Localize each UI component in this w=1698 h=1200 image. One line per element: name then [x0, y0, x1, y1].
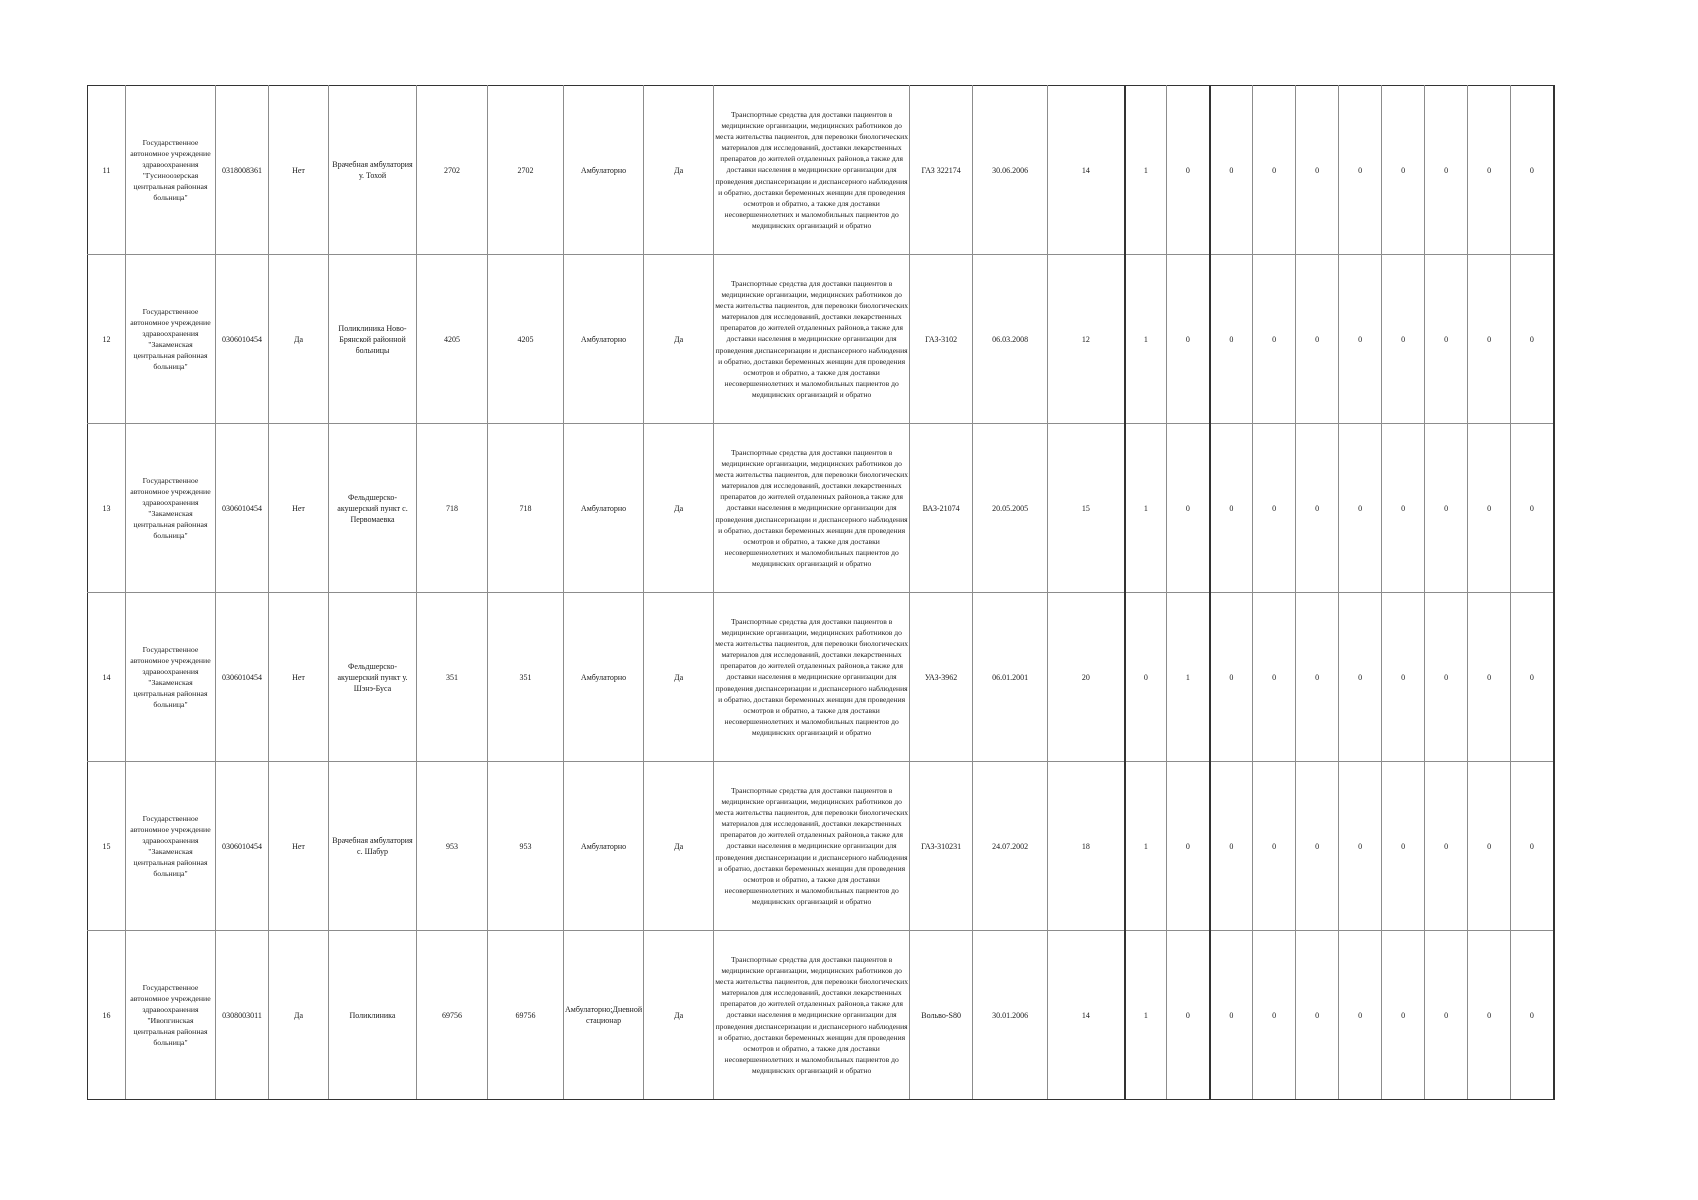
count-cell: 0 — [1339, 931, 1382, 1100]
vehicle-purpose-cell: Транспортные средства для доставки пациентов в медицинские организации, медицинских работников до места жительства пациентов, для перевозки биологических материалов для исследований, доставки лекарственных препаратов до жителей отдаленных районов,а также для доставки населения в медицинские организации для проведения диспансеризации и диспансерного наблюдения и обратно, доставки беременных женщин для проведения осмотров и обратно, а также для доставки несовершеннолетних и маломобильных пациентов до медицинских организаций и обратно — [714, 424, 910, 593]
count-cell: 0 — [1210, 931, 1253, 1100]
vehicle-model-cell: УАЗ-3962 — [910, 593, 973, 762]
vehicle-age-cell: 14 — [1048, 86, 1125, 255]
count-cell: 0 — [1468, 424, 1511, 593]
count-cell: 0 — [1296, 255, 1339, 424]
registration-date-cell: 06.03.2008 — [973, 255, 1048, 424]
count-cell: 1 — [1125, 762, 1167, 931]
table-row — [88, 593, 1554, 762]
count-cell: 0 — [1511, 762, 1554, 931]
organization-code-cell: 0318008361 — [216, 86, 269, 255]
vehicle-model-cell: ГАЗ-310231 — [910, 762, 973, 931]
availability-cell: Да — [644, 931, 714, 1100]
facility-name-cell: Врачебная амбулатория у. Тохой — [329, 86, 417, 255]
vehicle-model-cell: ГАЗ 322174 — [910, 86, 973, 255]
vehicle-purpose-cell: Транспортные средства для доставки пациентов в медицинские организации, медицинских работников до места жительства пациентов, для перевозки биологических материалов для исследований, доставки лекарственных препаратов до жителей отдаленных районов,а также для доставки населения в медицинские организации для проведения диспансеризации и диспансерного наблюдения и обратно, доставки беременных женщин для проведения осмотров и обратно, а также для доставки несовершеннолетних и маломобильных пациентов до медицинских организаций и обратно — [714, 255, 910, 424]
flag-value-cell: Нет — [269, 593, 329, 762]
row-number-cell: 13 — [88, 424, 126, 593]
count-cell: 0 — [1167, 762, 1210, 931]
care-type-cell: Амбулаторно;Дневной стационар — [564, 931, 644, 1100]
count-cell: 0 — [1125, 593, 1167, 762]
table-row — [88, 86, 1554, 255]
count-cell: 0 — [1253, 424, 1296, 593]
care-type-cell: Амбулаторно — [564, 593, 644, 762]
count-cell: 0 — [1511, 255, 1554, 424]
population-served-cell: 69756 — [417, 931, 488, 1100]
registration-date-cell: 30.06.2006 — [973, 86, 1048, 255]
count-cell: 0 — [1296, 86, 1339, 255]
flag-value-cell: Нет — [269, 424, 329, 593]
vehicle-age-cell: 18 — [1048, 762, 1125, 931]
population-served-cell: 4205 — [417, 255, 488, 424]
organization-code-cell: 0306010454 — [216, 593, 269, 762]
registration-date-cell: 30.01.2006 — [973, 931, 1048, 1100]
row-number-cell: 15 — [88, 762, 126, 931]
flag-value-cell: Да — [269, 255, 329, 424]
vehicle-age-cell: 20 — [1048, 593, 1125, 762]
availability-cell: Да — [644, 762, 714, 931]
facility-name-cell: Поликлиника — [329, 931, 417, 1100]
count-cell: 0 — [1253, 593, 1296, 762]
population-attached-cell: 4205 — [488, 255, 564, 424]
row-number-cell: 16 — [88, 931, 126, 1100]
population-served-cell: 953 — [417, 762, 488, 931]
vehicle-age-cell: 12 — [1048, 255, 1125, 424]
count-cell: 0 — [1296, 593, 1339, 762]
population-attached-cell: 69756 — [488, 931, 564, 1100]
count-cell: 0 — [1382, 593, 1425, 762]
facility-name-cell: Фельдшерско-акушерский пункт у. Шэнэ-Буса — [329, 593, 417, 762]
table-row — [88, 762, 1554, 931]
count-cell: 0 — [1468, 762, 1511, 931]
population-served-cell: 718 — [417, 424, 488, 593]
count-cell: 0 — [1253, 255, 1296, 424]
count-cell: 0 — [1468, 593, 1511, 762]
organization-name-cell: Государственное автономное учреждение здравоохранения "Ивопгинская центральная районная больница" — [126, 931, 216, 1100]
facility-name-cell: Поликлиника Ново-Брянской районной больницы — [329, 255, 417, 424]
vehicle-purpose-cell: Транспортные средства для доставки пациентов в медицинские организации, медицинских работников до места жительства пациентов, для перевозки биологических материалов для исследований, доставки лекарственных препаратов до жителей отдаленных районов,а также для доставки населения в медицинские организации для проведения диспансеризации и диспансерного наблюдения и обратно, доставки беременных женщин для проведения осмотров и обратно, а также для доставки несовершеннолетних и маломобильных пациентов до медицинских организаций и обратно — [714, 86, 910, 255]
count-cell: 0 — [1210, 762, 1253, 931]
count-cell: 0 — [1468, 86, 1511, 255]
vehicle-purpose-cell: Транспортные средства для доставки пациентов в медицинские организации, медицинских работников до места жительства пациентов, для перевозки биологических материалов для исследований, доставки лекарственных препаратов до жителей отдаленных районов,а также для доставки населения в медицинские организации для проведения диспансеризации и диспансерного наблюдения и обратно, доставки беременных женщин для проведения осмотров и обратно, а также для доставки несовершеннолетних и маломобильных пациентов до медицинских организаций и обратно — [714, 593, 910, 762]
count-cell: 0 — [1382, 255, 1425, 424]
count-cell: 0 — [1382, 931, 1425, 1100]
row-number-cell: 11 — [88, 86, 126, 255]
availability-cell: Да — [644, 86, 714, 255]
count-cell: 0 — [1468, 931, 1511, 1100]
vehicle-registry-table — [87, 85, 1555, 1100]
count-cell: 0 — [1210, 255, 1253, 424]
vehicle-model-cell: ВАЗ-21074 — [910, 424, 973, 593]
count-cell: 0 — [1468, 255, 1511, 424]
organization-code-cell: 0306010454 — [216, 762, 269, 931]
count-cell: 0 — [1511, 86, 1554, 255]
population-attached-cell: 351 — [488, 593, 564, 762]
count-cell: 0 — [1425, 424, 1468, 593]
availability-cell: Да — [644, 255, 714, 424]
organization-name-cell: Государственное автономное учреждение здравоохранения "Закаменская центральная районная больница" — [126, 424, 216, 593]
population-served-cell: 2702 — [417, 86, 488, 255]
vehicle-purpose-cell: Транспортные средства для доставки пациентов в медицинские организации, медицинских работников до места жительства пациентов, для перевозки биологических материалов для исследований, доставки лекарственных препаратов до жителей отдаленных районов,а также для доставки населения в медицинские организации для проведения диспансеризации и диспансерного наблюдения и обратно, доставки беременных женщин для проведения осмотров и обратно, а также для доставки несовершеннолетних и маломобильных пациентов до медицинских организаций и обратно — [714, 762, 910, 931]
count-cell: 1 — [1125, 931, 1167, 1100]
count-cell: 0 — [1425, 593, 1468, 762]
vehicle-age-cell: 14 — [1048, 931, 1125, 1100]
table-row — [88, 255, 1554, 424]
facility-name-cell: Фельдшерско-акушерский пункт с. Первомаевка — [329, 424, 417, 593]
count-cell: 1 — [1125, 255, 1167, 424]
count-cell: 0 — [1339, 762, 1382, 931]
count-cell: 0 — [1296, 424, 1339, 593]
count-cell: 1 — [1125, 86, 1167, 255]
care-type-cell: Амбулаторно — [564, 424, 644, 593]
vehicle-model-cell: Вольво-S80 — [910, 931, 973, 1100]
population-attached-cell: 953 — [488, 762, 564, 931]
population-attached-cell: 2702 — [488, 86, 564, 255]
count-cell: 0 — [1511, 424, 1554, 593]
vehicle-model-cell: ГАЗ-3102 — [910, 255, 973, 424]
table-row — [88, 424, 1554, 593]
count-cell: 0 — [1425, 762, 1468, 931]
count-cell: 0 — [1425, 86, 1468, 255]
count-cell: 0 — [1382, 86, 1425, 255]
organization-code-cell: 0306010454 — [216, 424, 269, 593]
row-number-cell: 14 — [88, 593, 126, 762]
availability-cell: Да — [644, 424, 714, 593]
count-cell: 0 — [1296, 762, 1339, 931]
vehicle-purpose-cell: Транспортные средства для доставки пациентов в медицинские организации, медицинских работников до места жительства пациентов, для перевозки биологических материалов для исследований, доставки лекарственных препаратов до жителей отдаленных районов,а также для доставки населения в медицинские организации для проведения диспансеризации и диспансерного наблюдения и обратно, доставки беременных женщин для проведения осмотров и обратно, а также для доставки несовершеннолетних и маломобильных пациентов до медицинских организаций и обратно — [714, 931, 910, 1100]
table-row — [88, 931, 1554, 1100]
count-cell: 0 — [1210, 424, 1253, 593]
care-type-cell: Амбулаторно — [564, 762, 644, 931]
organization-name-cell: Государственное автономное учреждение здравоохранения "Закаменская центральная районная больница" — [126, 255, 216, 424]
population-served-cell: 351 — [417, 593, 488, 762]
row-number-cell: 12 — [88, 255, 126, 424]
availability-cell: Да — [644, 593, 714, 762]
count-cell: 0 — [1382, 424, 1425, 593]
count-cell: 0 — [1167, 931, 1210, 1100]
count-cell: 0 — [1425, 255, 1468, 424]
care-type-cell: Амбулаторно — [564, 255, 644, 424]
organization-name-cell: Государственное автономное учреждение здравоохранения "Гусиноозерская центральная районная больница" — [126, 86, 216, 255]
registration-date-cell: 20.05.2005 — [973, 424, 1048, 593]
count-cell: 0 — [1511, 931, 1554, 1100]
count-cell: 0 — [1210, 593, 1253, 762]
flag-value-cell: Нет — [269, 86, 329, 255]
count-cell: 0 — [1296, 931, 1339, 1100]
count-cell: 0 — [1253, 931, 1296, 1100]
count-cell: 0 — [1210, 86, 1253, 255]
count-cell: 0 — [1511, 593, 1554, 762]
registration-date-cell: 24.07.2002 — [973, 762, 1048, 931]
organization-code-cell: 0308003011 — [216, 931, 269, 1100]
count-cell: 0 — [1339, 255, 1382, 424]
count-cell: 0 — [1382, 762, 1425, 931]
count-cell: 0 — [1167, 86, 1210, 255]
care-type-cell: Амбулаторно — [564, 86, 644, 255]
vehicle-age-cell: 15 — [1048, 424, 1125, 593]
population-attached-cell: 718 — [488, 424, 564, 593]
flag-value-cell: Да — [269, 931, 329, 1100]
count-cell: 0 — [1253, 762, 1296, 931]
count-cell: 0 — [1339, 593, 1382, 762]
flag-value-cell: Нет — [269, 762, 329, 931]
count-cell: 0 — [1253, 86, 1296, 255]
count-cell: 0 — [1339, 86, 1382, 255]
count-cell: 0 — [1425, 931, 1468, 1100]
registration-date-cell: 06.01.2001 — [973, 593, 1048, 762]
organization-name-cell: Государственное автономное учреждение здравоохранения "Закаменская центральная районная больница" — [126, 593, 216, 762]
organization-code-cell: 0306010454 — [216, 255, 269, 424]
organization-name-cell: Государственное автономное учреждение здравоохранения "Закаменская центральная районная больница" — [126, 762, 216, 931]
count-cell: 0 — [1167, 255, 1210, 424]
facility-name-cell: Врачебная амбулатория с. Шабур — [329, 762, 417, 931]
count-cell: 0 — [1167, 424, 1210, 593]
count-cell: 0 — [1339, 424, 1382, 593]
count-cell: 1 — [1125, 424, 1167, 593]
count-cell: 1 — [1167, 593, 1210, 762]
